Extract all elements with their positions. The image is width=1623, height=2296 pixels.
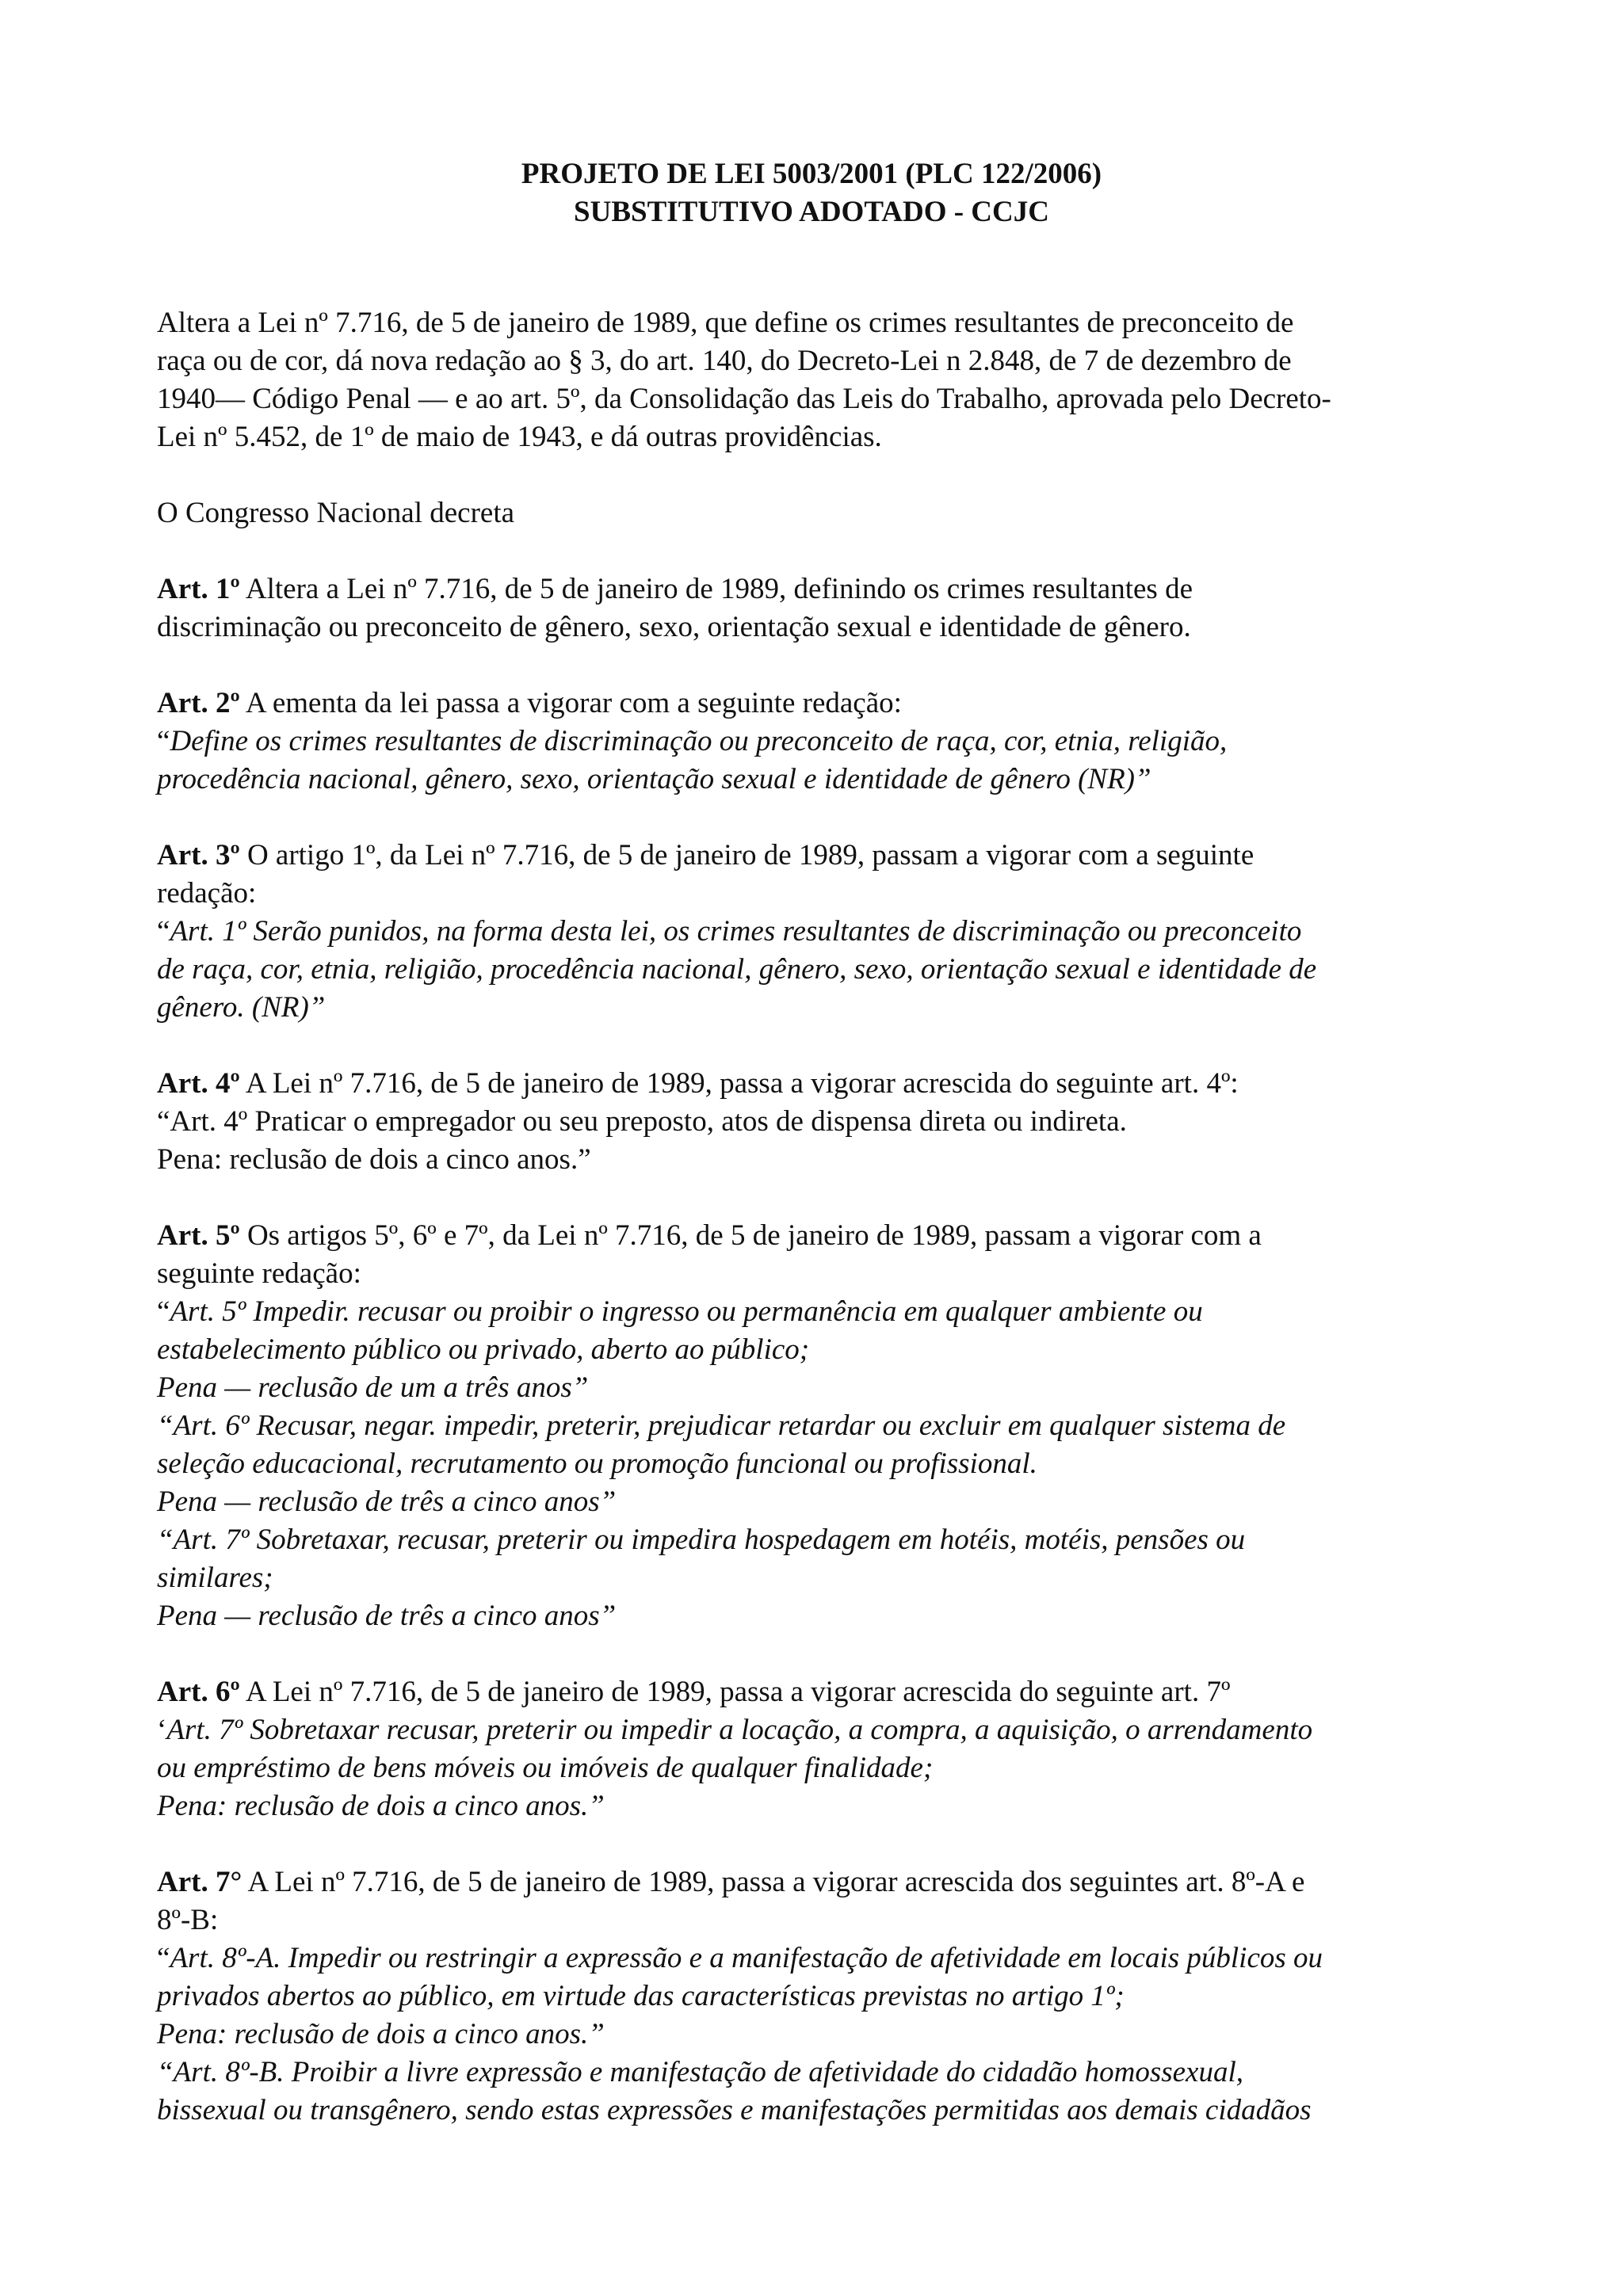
article-3-quote-line: gênero. (NR)” [157,991,326,1024]
article-7-quote-line: “Art. 8º-B. Proibir a livre expressão e manifestação de afetividade do cidadão homossexual, [157,2056,1243,2088]
article-4-line [157,1065,1472,1103]
article-5-quote-line: similares; [157,1562,273,1594]
article-5-quote-line [157,1293,1472,1331]
quote-mark: “ [157,1942,170,1974]
quote-mark: “ [157,725,170,757]
article-6-quote-line: Pena: reclusão de dois a cinco anos.” [157,1790,605,1822]
article-7-quote-line: bissexual ou transgênero, sendo estas expressões e manifestações permitidas aos demais cidadãos [157,2094,1312,2126]
preamble-text: O Congresso Nacional decreta [157,497,515,529]
article-7-quote-line: Pena: reclusão de dois a cinco anos.” [157,2018,605,2050]
article-3-line [157,837,1472,875]
quote-mark: “ [157,915,170,948]
article-5-line [157,1217,1472,1255]
article-4-line: Pena: reclusão de dois a cinco anos.” [157,1143,591,1176]
article-4-text: A Lei nº 7.716, de 5 de janeiro de 1989, passa a vigorar acrescida do seguinte art. 4º: [239,1067,1239,1100]
ementa-line: Altera a Lei nº 7.716, de 5 de janeiro de 1989, que define os crimes resultantes de preconceito de [157,307,1294,339]
article-5-label: Art. 5º [157,1219,240,1252]
article-1-text: Altera a Lei nº 7.716, de 5 de janeiro de 1989, definindo os crimes resultantes de [239,573,1193,605]
article-1-line: discriminação ou preconceito de gênero, sexo, orientação sexual e identidade de gênero. [157,611,1191,643]
article-7-label: Art. 7° [157,1866,242,1898]
article-2-label: Art. 2º [157,687,240,719]
document-body [157,304,1472,2168]
article-3-label: Art. 3º [157,839,240,871]
article-1-line [157,570,1472,608]
article-7-quote-line [157,1939,1472,1978]
article-6-line [157,1673,1472,1711]
article-2-line [157,685,1472,723]
article-1 [157,570,1472,646]
article-7-quote-line: privados abertos ao público, em virtude das características previstas no artigo 1º; [157,1980,1125,2012]
article-2-quote-text: Define os crimes resultantes de discriminação ou preconceito de raça, cor, etnia, religião, [170,725,1228,757]
article-2-quote-line [157,723,1472,761]
quote-mark: ‘ [157,1714,167,1746]
article-6-quote-line [157,1711,1472,1749]
article-6-quote-line: ou empréstimo de bens móveis ou imóveis de qualquer finalidade; [157,1752,934,1784]
article-5-line: seguinte redação: [157,1257,361,1290]
article-3-quote-line: de raça, cor, etnia, religião, procedência nacional, gênero, sexo, orientação sexual e identidade de [157,953,1317,986]
article-3-quote-text: Art. 1º Serão punidos, na forma desta lei, os crimes resultantes de discriminação ou preconceito [170,915,1302,948]
article-2-quote-line: procedência nacional, gênero, sexo, orientação sexual e identidade de gênero (NR)” [157,763,1151,795]
ementa-line: 1940— Código Penal — e ao art. 5º, da Consolidação das Leis do Trabalho, aprovada pelo Decreto- [157,383,1331,415]
article-6-text: A Lei nº 7.716, de 5 de janeiro de 1989, passa a vigorar acrescida do seguinte art. 7º [239,1676,1231,1708]
article-7-line: 8º-B: [157,1904,219,1936]
article-6-quote-text: Art. 7º Sobretaxar recusar, preterir ou impedir a locação, a compra, a aquisição, o arrendamento [166,1714,1313,1746]
article-5 [157,1217,1472,1635]
article-5-quote-line: Pena — reclusão de três a cinco anos” [157,1486,617,1518]
article-5-quote-line: Pena — reclusão de um a três anos” [157,1371,589,1404]
article-2-text: A ementa da lei passa a vigorar com a seguinte redação: [239,687,902,719]
article-5-quote-line: estabelecimento público ou privado, aberto ao público; [157,1333,810,1366]
article-3-line: redação: [157,877,257,910]
article-7-text: A Lei nº 7.716, de 5 de janeiro de 1989, passa a vigorar acrescida dos seguintes art. 8º-A e [242,1866,1305,1898]
article-4-line: “Art. 4º Praticar o empregador ou seu preposto, atos de dispensa direta ou indireta. [157,1105,1127,1138]
title-line-2: SUBSTITUTIVO ADOTADO - CCJC [574,196,1049,228]
article-5-quote-line: “Art. 6º Recusar, negar. impedir, preterir, prejudicar retardar ou excluir em qualquer sistema de [157,1409,1286,1442]
article-7-quote-text: Art. 8º-A. Impedir ou restringir a expressão e a manifestação de afetividade em locais públicos ou [170,1942,1323,1974]
article-6-label: Art. 6º [157,1676,240,1708]
article-1-label: Art. 1º [157,573,240,605]
ementa-line: raça ou de cor, dá nova redação ao § 3, do art. 140, do Decreto-Lei n 2.848, de 7 de dezembro de [157,345,1292,377]
article-7-line [157,1863,1472,1901]
article-3-quote-line [157,913,1472,951]
preamble-paragraph [157,494,1472,532]
quote-mark: “ [157,1295,170,1328]
article-7 [157,1863,1472,2130]
article-4 [157,1065,1472,1179]
article-4-label: Art. 4º [157,1067,240,1100]
article-2 [157,685,1472,799]
article-5-quote-text: Art. 5º Impedir. recusar ou proibir o ingresso ou permanência em qualquer ambiente ou [170,1295,1203,1328]
ementa-line: Lei nº 5.452, de 1º de maio de 1943, e dá outras providências. [157,421,882,453]
title-line-1: PROJETO DE LEI 5003/2001 (PLC 122/2006) [521,158,1102,190]
article-6 [157,1673,1472,1825]
document-title [0,155,1623,231]
article-5-text: Os artigos 5º, 6º e 7º, da Lei nº 7.716, de 5 de janeiro de 1989, passam a vigorar com a [239,1219,1262,1252]
article-5-quote-line: “Art. 7º Sobretaxar, recusar, preterir ou impedira hospedagem em hotéis, motéis, pensões ou [157,1524,1246,1556]
ementa-paragraph [157,304,1472,456]
article-3-text: O artigo 1º, da Lei nº 7.716, de 5 de janeiro de 1989, passam a vigorar com a seguinte [239,839,1254,871]
article-5-quote-line: seleção educacional, recrutamento ou promoção funcional ou profissional. [157,1447,1037,1480]
article-5-quote-line: Pena — reclusão de três a cinco anos” [157,1600,617,1632]
article-3 [157,837,1472,1027]
